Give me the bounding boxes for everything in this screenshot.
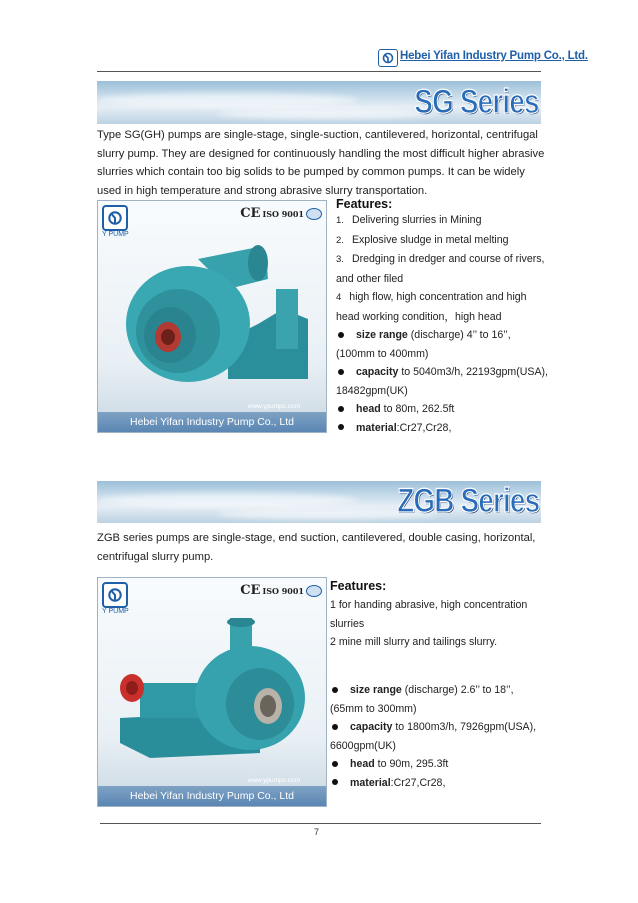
spec-item: capacity to 1800m3/h, 7926gpm(USA), 6600gpm(UK) — [330, 721, 537, 752]
footer-divider — [100, 823, 541, 824]
zgb-pump-image — [97, 577, 327, 807]
page-number: 7 — [314, 827, 320, 837]
feature-item: 3. Dredging in dredger and course of rivers, and other filed — [336, 253, 545, 285]
image-caption-bar: Hebei Yifan Industry Pump Co., Ltd — [98, 786, 326, 806]
feature-item: 2. Explosive sludge in metal melting — [336, 233, 509, 246]
ypump-label: Y PUMP — [102, 608, 129, 615]
feature-item: 1. Delivering slurries in Mining — [336, 214, 482, 226]
ce-iso-mark: CE ISO 9001 — [240, 583, 304, 598]
zgb-specs-list — [330, 681, 548, 792]
feature-item: 2 mine mill slurry and tailings slurry. — [330, 636, 498, 648]
ypump-logo-icon — [102, 582, 128, 608]
website-watermark: www.ypumps.com — [247, 777, 300, 784]
header-divider — [97, 71, 541, 72]
zgb-banner-title: ZGB Series — [396, 482, 539, 520]
sg-series-banner — [97, 81, 541, 124]
sg-pump-image — [97, 200, 327, 433]
zgb-pump-illustration — [110, 618, 320, 768]
ce-iso-mark: CE ISO 9001 — [240, 206, 304, 221]
feature-item: 1 for handing abrasive, high concentration slurries — [330, 599, 528, 630]
zgb-features-list — [330, 596, 548, 652]
sg-pump-illustration — [108, 229, 318, 389]
sg-specs-list — [336, 326, 548, 437]
certification-icon — [306, 585, 322, 597]
zgb-features-heading: Features: — [330, 579, 387, 593]
spec-item: capacity to 5040m3/h, 22193gpm(USA), 18482gpm(UK) — [336, 366, 548, 397]
sg-banner-title: SG Series — [414, 83, 539, 121]
spec-item: head to 80m, 262.5ft — [336, 400, 548, 419]
company-name: Hebei Yifan Industry Pump Co., Ltd. — [400, 50, 588, 62]
ypump-logo-icon — [102, 205, 128, 231]
zgb-description: ZGB series pumps are single-stage, end suction, cantilevered, double casing, horizontal, centrifugal slurry pump. — [97, 532, 536, 563]
sg-features-list — [336, 211, 548, 326]
certification-icon — [306, 208, 322, 220]
zgb-series-banner — [97, 481, 541, 523]
spec-item: size range (discharge) 2.6’’ to 18’’, (65mm to 300mm) — [330, 684, 514, 715]
sg-features-heading: Features: — [336, 197, 393, 211]
website-watermark: www.ypumps.com — [247, 403, 300, 410]
sg-description: Type SG(GH) pumps are single-stage, single-suction, cantilevered, horizontal, centrifugal slurry pump. They are designed for continuously handling the most difficult higher abrasive slurries which contain too big solids to be pumped by common pumps. It can be widely used in high temperature and strong abrasive slurry transportation. — [97, 129, 545, 197]
ypump-label: Y PUMP — [102, 231, 129, 238]
feature-item: 4 high flow, high concentration and high head working condition，high head — [336, 291, 527, 323]
image-caption-bar: Hebei Yifan Industry Pump Co., Ltd — [98, 412, 326, 432]
spec-item: size range (discharge) 4’’ to 16’’, (100mm to 400mm) — [336, 329, 511, 360]
company-logo-icon — [378, 49, 398, 67]
spec-item: material:Cr27,Cr28, — [330, 774, 548, 793]
spec-item: material:Cr27,Cr28, — [336, 419, 548, 438]
spec-item: head to 90m, 295.3ft — [330, 755, 548, 774]
